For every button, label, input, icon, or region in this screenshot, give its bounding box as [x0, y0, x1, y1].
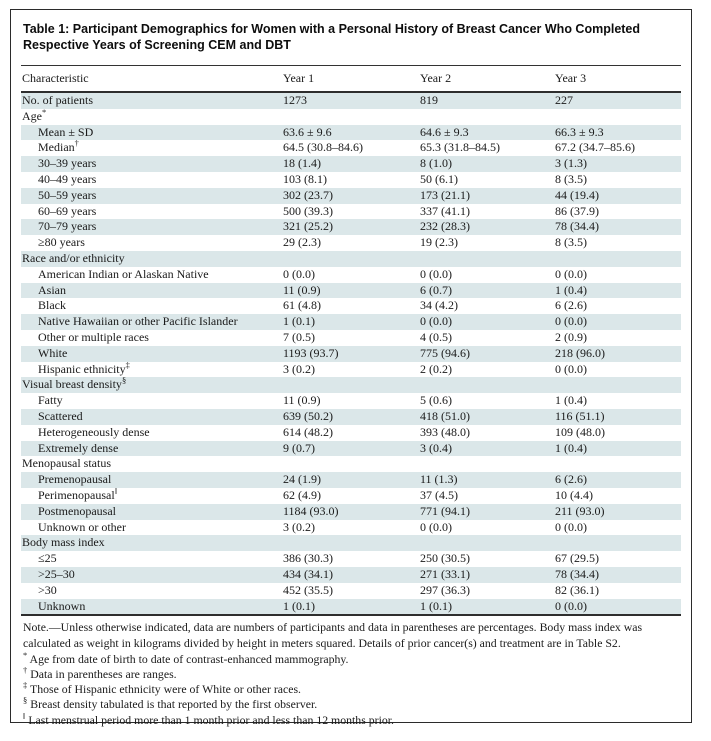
value-cell	[554, 109, 681, 125]
section-row	[21, 251, 681, 267]
value-cell: 0 (0.0)	[420, 519, 452, 534]
value-cell: 29 (2.3)	[283, 235, 321, 250]
characteristic-cell: Fatty	[38, 393, 63, 408]
value-cell: 271 (33.1)	[420, 566, 470, 581]
footnote-marker: ‖	[23, 710, 26, 721]
table-row	[21, 409, 681, 425]
value-cell: 6 (2.6)	[555, 472, 587, 487]
footnote-marker: †	[23, 664, 28, 675]
characteristic-cell: White	[38, 345, 68, 360]
value-cell	[419, 377, 554, 393]
table-row	[21, 520, 681, 536]
column-header-characteristic: Characteristic	[21, 66, 282, 92]
value-cell: 3 (0.2)	[283, 361, 315, 376]
characteristic-cell: Body mass index	[22, 535, 105, 550]
value-cell: 6 (0.7)	[420, 282, 452, 297]
value-cell: 19 (2.3)	[420, 235, 458, 250]
value-cell: 386 (30.3)	[283, 551, 333, 566]
value-cell: 434 (34.1)	[283, 566, 333, 581]
characteristic-cell: 60–69 years	[38, 203, 97, 218]
value-cell: 337 (41.1)	[420, 203, 470, 218]
characteristic-cell: 50–59 years	[38, 187, 97, 202]
value-cell: 302 (23.7)	[283, 187, 333, 202]
value-cell: 116 (51.1)	[555, 408, 605, 423]
table-row	[21, 551, 681, 567]
characteristic-cell: Median†	[38, 140, 79, 155]
footnote-marker: ‡	[125, 361, 130, 370]
value-cell: 1 (0.4)	[555, 282, 587, 297]
value-cell	[419, 251, 554, 267]
value-cell: 1 (0.4)	[555, 393, 587, 408]
characteristic-cell: Mean ± SD	[38, 124, 94, 139]
characteristic-cell: Perimenopausal‖	[38, 487, 118, 502]
table-row	[21, 283, 681, 299]
value-cell: 109 (48.0)	[555, 424, 605, 439]
footnote-line: ‡ Those of Hispanic ethnicity were of White or other races.	[23, 680, 301, 697]
value-cell: 1184 (93.0)	[283, 503, 339, 518]
value-cell: 61 (4.8)	[283, 298, 321, 313]
table-row	[21, 125, 681, 141]
value-cell: 3 (1.3)	[555, 156, 587, 171]
value-cell: 7 (0.5)	[283, 329, 315, 344]
table-row	[21, 92, 681, 109]
characteristic-cell: American Indian or Alaskan Native	[38, 266, 209, 281]
table-row	[21, 172, 681, 188]
value-cell: 232 (28.3)	[420, 219, 470, 234]
value-cell: 3 (0.2)	[283, 519, 315, 534]
value-cell: 63.6 ± 9.6	[283, 124, 332, 139]
characteristic-cell: Age*	[22, 108, 47, 123]
value-cell	[282, 251, 419, 267]
characteristic-cell: Extremely dense	[38, 440, 119, 455]
characteristic-cell: Asian	[38, 282, 66, 297]
table-row	[21, 140, 681, 156]
characteristic-cell: Unknown	[38, 598, 86, 613]
value-cell: 0 (0.0)	[555, 266, 587, 281]
characteristic-cell: Scattered	[38, 408, 83, 423]
value-cell	[419, 456, 554, 472]
footnote-marker: §	[121, 377, 127, 386]
table-row	[21, 488, 681, 504]
characteristic-cell: ≤25	[38, 551, 57, 566]
characteristic-cell: 30–39 years	[38, 156, 97, 171]
value-cell: 0 (0.0)	[420, 314, 452, 329]
footnote-line: ‖ Last menstrual period more than 1 month prior and less than 12 months prior.	[23, 710, 394, 727]
value-cell: 0 (0.0)	[555, 519, 587, 534]
characteristic-cell: Premenopausal	[38, 472, 112, 487]
column-header-year3: Year 3	[554, 66, 681, 92]
header-row	[21, 66, 681, 92]
table-row	[21, 314, 681, 330]
demographics-table	[21, 66, 681, 614]
section-row	[21, 377, 681, 393]
characteristic-cell: 40–49 years	[38, 171, 97, 186]
table-note: Note.—Unless otherwise indicated, data are numbers of participants and data in parentheses are percentages. Body mass index was calculated as weight in kilograms divided by height in meters squared. Details of prior cancer(s) and treatment are in Table S2.	[23, 620, 643, 650]
value-cell: 0 (0.0)	[555, 361, 587, 376]
value-cell: 34 (4.2)	[420, 298, 458, 313]
section-row	[21, 535, 681, 551]
value-cell: 775 (94.6)	[420, 345, 470, 360]
value-cell: 0 (0.0)	[420, 266, 452, 281]
characteristic-cell: Visual breast density§	[22, 377, 127, 392]
table-row	[21, 425, 681, 441]
table-row	[21, 441, 681, 457]
value-cell: 1 (0.1)	[420, 598, 452, 613]
value-cell: 44 (19.4)	[555, 187, 599, 202]
characteristic-cell: Heterogeneously dense	[38, 424, 150, 439]
value-cell: 18 (1.4)	[283, 156, 321, 171]
value-cell: 418 (51.0)	[420, 408, 470, 423]
value-cell: 1273	[283, 93, 307, 107]
value-cell: 1 (0.4)	[555, 440, 587, 455]
value-cell	[282, 456, 419, 472]
column-header-year1: Year 1	[282, 66, 419, 92]
footnote-marker: ‖	[114, 487, 118, 496]
table-row	[21, 235, 681, 251]
value-cell	[554, 377, 681, 393]
value-cell: 1 (0.1)	[283, 314, 315, 329]
characteristic-cell: Race and/or ethnicity	[22, 250, 125, 265]
value-cell: 78 (34.4)	[555, 566, 599, 581]
table-row	[21, 472, 681, 488]
footnote-marker: †	[74, 140, 79, 149]
table-row	[21, 362, 681, 378]
value-cell: 614 (48.2)	[283, 424, 333, 439]
table-row	[21, 330, 681, 346]
value-cell: 2 (0.2)	[420, 361, 452, 376]
characteristic-cell: No. of patients	[22, 93, 93, 107]
table-row	[21, 188, 681, 204]
value-cell: 50 (6.1)	[420, 171, 458, 186]
value-cell: 86 (37.9)	[555, 203, 599, 218]
value-cell	[554, 535, 681, 551]
footnote-line: † Data in parentheses are ranges.	[23, 664, 177, 681]
value-cell: 321 (25.2)	[283, 219, 333, 234]
footnotes-block	[21, 616, 681, 727]
section-row	[21, 109, 681, 125]
value-cell: 64.6 ± 9.3	[420, 124, 469, 139]
table-title: Table 1: Participant Demographics for Women with a Personal History of Breast Cancer Who Completed Respective Years of Screening CEM and DBT	[23, 22, 641, 52]
table-row	[21, 156, 681, 172]
value-cell: 3 (0.4)	[420, 440, 452, 455]
value-cell: 218 (96.0)	[555, 345, 605, 360]
characteristic-cell: Unknown or other	[38, 519, 126, 534]
value-cell: 66.3 ± 9.3	[555, 124, 604, 139]
footnote-line: * Age from date of birth to date of contrast-enhanced mammography.	[23, 649, 349, 666]
characteristic-cell: Other or multiple races	[38, 329, 149, 344]
characteristic-cell: >25–30	[38, 566, 75, 581]
value-cell: 500 (39.3)	[283, 203, 333, 218]
value-cell	[554, 456, 681, 472]
value-cell: 82 (36.1)	[555, 582, 599, 597]
table-row	[21, 298, 681, 314]
characteristic-cell: >30	[38, 582, 57, 597]
value-cell: 5 (0.6)	[420, 393, 452, 408]
value-cell: 2 (0.9)	[555, 329, 587, 344]
characteristic-cell: ≥80 years	[38, 235, 85, 250]
value-cell: 393 (48.0)	[420, 424, 470, 439]
table-row	[21, 599, 681, 615]
value-cell	[419, 109, 554, 125]
value-cell: 64.5 (30.8–84.6)	[283, 140, 363, 155]
table-row	[21, 204, 681, 220]
value-cell: 1 (0.1)	[283, 598, 315, 613]
footnote-line: § Breast density tabulated is that reported by the first observer.	[23, 695, 318, 712]
table-1-panel	[10, 9, 692, 727]
value-cell: 4 (0.5)	[420, 329, 452, 344]
characteristic-cell: 70–79 years	[38, 219, 97, 234]
table-row	[21, 504, 681, 520]
value-cell: 8 (3.5)	[555, 235, 587, 250]
value-cell: 0 (0.0)	[555, 598, 587, 613]
footnote-marker: *	[23, 649, 28, 660]
table-row	[21, 583, 681, 599]
value-cell: 78 (34.4)	[555, 219, 599, 234]
value-cell: 103 (8.1)	[283, 171, 327, 186]
value-cell	[419, 535, 554, 551]
value-cell: 227	[555, 93, 573, 107]
value-cell: 6 (2.6)	[555, 298, 587, 313]
table-row	[21, 567, 681, 583]
table-row	[21, 346, 681, 362]
value-cell: 1193 (93.7)	[283, 345, 339, 360]
characteristic-cell: Postmenopausal	[38, 503, 116, 518]
value-cell: 771 (94.1)	[420, 503, 470, 518]
value-cell: 8 (3.5)	[555, 171, 587, 186]
column-header-year2: Year 2	[419, 66, 554, 92]
value-cell	[282, 535, 419, 551]
value-cell: 211 (93.0)	[555, 503, 605, 518]
characteristic-cell: Menopausal status	[22, 456, 111, 471]
value-cell: 24 (1.9)	[283, 472, 321, 487]
value-cell: 9 (0.7)	[283, 440, 315, 455]
value-cell: 65.3 (31.8–84.5)	[420, 140, 500, 155]
value-cell	[282, 109, 419, 125]
value-cell: 819	[420, 93, 438, 107]
value-cell: 452 (35.5)	[283, 582, 333, 597]
footnote-marker: ‡	[23, 680, 28, 691]
value-cell: 67.2 (34.7–85.6)	[555, 140, 635, 155]
value-cell: 11 (0.9)	[283, 282, 321, 297]
value-cell: 0 (0.0)	[555, 314, 587, 329]
value-cell: 297 (36.3)	[420, 582, 470, 597]
table-row	[21, 393, 681, 409]
table-body	[21, 92, 681, 614]
characteristic-cell: Black	[38, 298, 66, 313]
value-cell: 67 (29.5)	[555, 551, 599, 566]
table-row	[21, 267, 681, 283]
value-cell: 10 (4.4)	[555, 487, 593, 502]
footnote-marker: §	[23, 695, 28, 706]
characteristic-cell: Native Hawaiian or other Pacific Islander	[38, 314, 238, 329]
value-cell: 8 (1.0)	[420, 156, 452, 171]
value-cell: 250 (30.5)	[420, 551, 470, 566]
value-cell	[554, 251, 681, 267]
value-cell: 62 (4.9)	[283, 487, 321, 502]
value-cell	[282, 377, 419, 393]
value-cell: 173 (21.1)	[420, 187, 470, 202]
value-cell: 0 (0.0)	[283, 266, 315, 281]
characteristic-cell: Hispanic ethnicity‡	[38, 361, 130, 376]
value-cell: 11 (1.3)	[420, 472, 458, 487]
value-cell: 37 (4.5)	[420, 487, 458, 502]
section-row	[21, 456, 681, 472]
value-cell: 11 (0.9)	[283, 393, 321, 408]
footnote-marker: *	[42, 108, 47, 117]
value-cell: 639 (50.2)	[283, 408, 333, 423]
table-row	[21, 219, 681, 235]
